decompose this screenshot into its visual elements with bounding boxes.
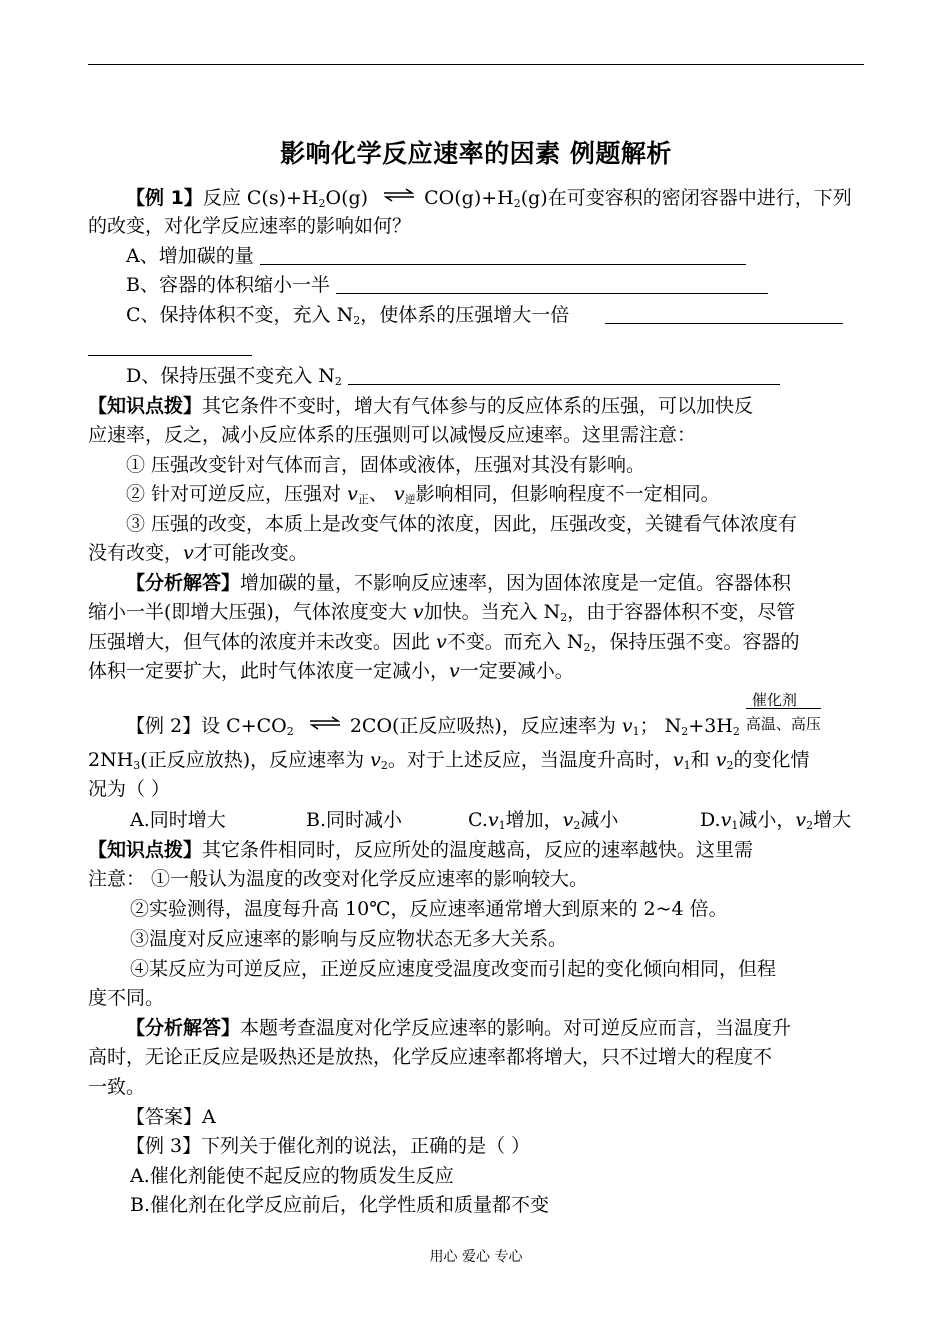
ans1-line3: 压强增大，但气体的浓度并未改变。因此 v不变。而充入 $N_2$，保持压强不变。容器的: [88, 631, 800, 654]
ex2-stem-line1: 【例 2】设 $C+CO_2$ 2CO(正反应吸热)，反应速率为 $v_1$； $N_2+3H_2$ 催化剂 高温、高压: [126, 691, 821, 738]
ex2-option-a[interactable]: A.同时增大: [130, 809, 226, 831]
ans2-line1: 【分析解答】本题考查温度对化学反应速率的影响。对可逆反应而言，当温度升: [126, 1017, 792, 1039]
ex1-option-c: C、保持体积不变，充入 $N_2$，使体系的压强增大一倍: [126, 301, 843, 329]
tip1-point2: ② 针对可逆反应，压强对 $v_正$、 $v_逆$影响相同，但影响程度不一定相同。: [126, 483, 720, 506]
ex3-option-a[interactable]: A.催化剂能使不起反应的物质发生反应: [130, 1165, 454, 1187]
tip2-point3: ③温度对反应速率的影响与反应物状态无多大关系。: [130, 928, 568, 950]
tip2-line2: 注意： ①一般认为温度的改变对化学反应速率的影响较大。: [88, 868, 589, 890]
tip1-point1: ① 压强改变针对气体而言，固体或液体，压强对其没有影响。: [126, 454, 646, 476]
tip1-point3: ③ 压强的改变，本质上是改变气体的浓度，因此，压强改变，关键看气体浓度有: [126, 513, 798, 535]
page-footer: 用心 爱心 专心: [429, 1249, 523, 1265]
ans1-line4: 体积一定要扩大，此时气体浓度一定减小，v一定要减小。: [88, 660, 574, 682]
tip1-line2: 应速率，反之，减小反应体系的压强则可以减慢反应速率。这里需注意：: [88, 424, 697, 446]
answer-blank[interactable]: [348, 366, 780, 385]
equilibrium-arrow-icon: [382, 188, 416, 202]
document-page: [88, 0, 864, 1342]
ex1-option-c-cont: [88, 333, 252, 361]
ex1-option-b: B、容器的体积缩小一半: [126, 271, 768, 299]
ans2-answer: 【答案】A: [126, 1106, 216, 1128]
tip2-point4: ④某反应为可逆反应，正逆反应速度受温度改变而引起的变化倾向相同，但程: [130, 958, 777, 980]
ex2-stem-line2: $2NH_3$(正反应放热)，反应速率为 $v_2$。对于上述反应，当温度升高时，$v_1$和 $v_2$的变化情: [88, 749, 810, 772]
answer-blank[interactable]: [336, 275, 768, 294]
page-title: 影响化学反应速率的因素 例题解析: [280, 139, 672, 168]
header-rule: [88, 64, 864, 65]
ex1-stem-line1: 【例 1】反应 $C(s)+H_2O(g)$ $CO(g)+H_2(g)$在可变容积的密闭容器中进行，下列: [126, 187, 852, 210]
ex1-option-a: A、增加碳的量: [126, 242, 746, 270]
ex2-stem-line3: 况为（ ）: [88, 778, 171, 800]
ex3-option-b[interactable]: B.催化剂在化学反应前后，化学性质和质量都不变: [130, 1194, 550, 1216]
ex1-option-d: D、保持压强不变充入 $N_2$: [126, 362, 780, 390]
ex2-option-d[interactable]: $D.v_1$减小，$v_2$增大: [700, 809, 852, 832]
equilibrium-arrow-icon: [308, 716, 342, 730]
answer-blank[interactable]: [260, 246, 746, 265]
answer-blank[interactable]: [605, 305, 843, 324]
ex1-stem-line2: 的改变，对化学反应速率的影响如何？: [88, 215, 412, 237]
tip1-line1: 【知识点拨】其它条件不变时，增大有气体参与的反应体系的压强，可以加快反: [88, 395, 754, 417]
ex2-options: [130, 806, 864, 834]
tip2-line1: 【知识点拨】其它条件相同时，反应所处的温度越高，反应的速率越快。这里需: [88, 839, 754, 861]
tip2-point4-cont: 度不同。: [88, 987, 165, 1009]
tip2-point2: ②实验测得，温度每升高 10℃，反应速率通常增大到原来的 2~4 倍。: [130, 898, 728, 920]
ans1-line1: 【分析解答】增加碳的量，不影响反应速率，因为固体浓度是一定值。容器体积: [126, 572, 792, 594]
ex2-option-c[interactable]: $C.v_1$增加，$v_2$减小: [468, 809, 619, 832]
ans2-line2: 高时，无论正反应是吸热还是放热，化学反应速率都将增大，只不过增大的程度不: [88, 1046, 773, 1068]
ans2-line3: 一致。: [88, 1076, 146, 1098]
reaction-condition-arrow: 催化剂 高温、高压: [746, 702, 820, 736]
ex3-stem: 【例 3】下列关于催化剂的说法，正确的是（ ）: [126, 1135, 531, 1157]
tip1-point3-cont: 没有改变，v才可能改变。: [88, 542, 308, 564]
ans1-line2: 缩小一半(即增大压强)，气体浓度变大 v加快。当充入 $N_2$，由于容器体积不变，尽管: [88, 601, 796, 624]
ex2-option-b[interactable]: B.同时减小: [306, 809, 403, 831]
answer-blank[interactable]: [88, 337, 252, 356]
